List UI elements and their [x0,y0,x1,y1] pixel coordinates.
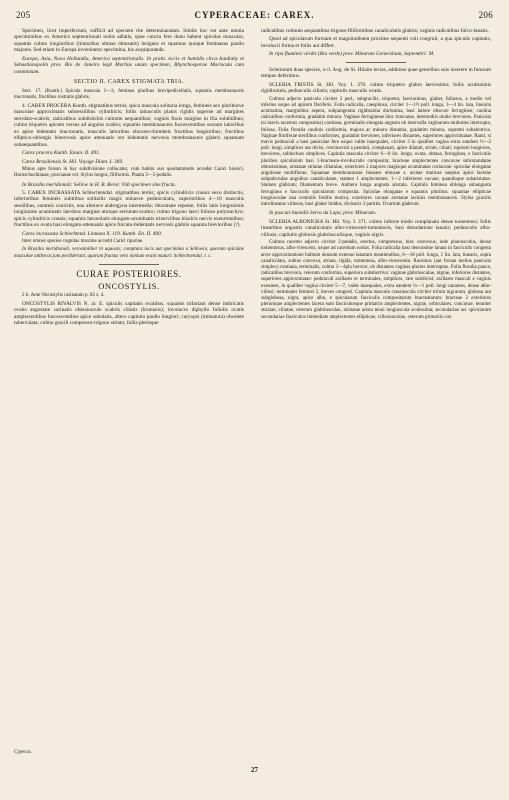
species-description: SCLERIA TRISTIS St. Hil. Voy. I. 370. culmo triquetro glabro laevissimo; foliis acutissimis rigidissimis, pedunculis ciliatis; capitulis masculis ovatis. [261,81,491,95]
paragraph-locality: In Brasilia meridionali: Sellow in H. B. Berol. Vidi specimen sine fructu. [22,181,177,188]
paragraph-locality: In pascuis humidis Serra da Lapa, prov. Minarum. [269,210,377,217]
paragraph: Quod ad spicularum formam et magnitudinem proxime sequenti coli congruit, a qua spiculis capitatis, involucri forma et foliis aut differt. [261,36,491,49]
species-description: 5. CAREX INCRASSATA Schlechtendal. stigmatibus ternis; spicis cylindricis crassis sexu distinctis, inferioribus femineis subtribus solitariis magis minusve pedunculatis, superioribus 4—10 masculis sessilibus, summis conicitis, una alterave androgyna intermedia; rhizomate repente; foliis latis longissimis longissime acuminatis laevibus margine utroque serrulato-scabro; culmo trigono laevi folioso polystachyo; spicis cylindricis crassis; squamis lanceolatis elongato-acuminatis trinerviibus bisulcis nervis exeurrentibus; fructibus ex ovata basi elongato-attenuatis apice furcato-bidentatis nervosis glabris squama brevioribus (?). [14,189,244,229]
right-column [261,28,491,323]
page [14,10,495,792]
paragraph-locality: Europa, Asia, Nova Hollandia, America septentrionalis. In pratis siccis et humidis circa-Jundiahy et Sebastianopolin prov. Rio de Janeiro legit Martius unum specimen, Rhynchosporae Mariscula cum commixtum. [14,55,244,75]
paragraph: Culmus adjecto panicula circiter 2 ped., subgracilis, triquetor, laevissimus, glaber, foliosus, a medio vel inferius usque ad apicem floriferis. Folia radicalia, caespitosa, circiter 1—1½ poll. longa, 3—4 lin. lata, linearia acutissima, marginibus aspera, subpungentia rigidissima durissima, basi latiore obscure ferrugineo; caulina radicalibus conformia, gradatim minora. Vaginae ferrugineae hinc truncatae, internodiis multo breviores. Panicula (si mavis racemus compositus) contiana, germinalis elongata angusta ob intervalla vaginarum multoties interrupta, foliosa. Folia floralia caulinis conformia, majora ac minora distantia, gradatim minora, supremi subabortiva. Vaginae floriferae sterilibus conformes, gradatim breviores, inferiores distantes, superiores approximatae. Rami, si mavis pedunculi a basi paniculae fere usque valde inaequales, circiter 3 in qualibet vagina extra eandem ½—2 poll. longi, simplices aut divisi, crectiuscoli a penduli, complanati, apice dilatati, striati, ciliati; supremi longiores, breviores, subincluso simplices. Capitula mascula circiter 6—8 lin. longa, ovata, obtusa, ferruginea, e fasciculis pluribus spicularum basi 1-bracteato-involucratis composita; bracteae amplectentes concavae subrotundatae obtusissimae, aristatae striatae ciliatulae, exteriores 2 majores magisque acuminatae coriaceae: spiculae elongatae angulosae multiflorae. Squamae membranaceae lineares obtusae s. acutae muticae saepius apice lacerae subpubcrulae anguibus canaliculatae, stamen 1 amplectentes; 1—2 inferiores vacuae, quandoque subaristatae. Stamen glabrum; filamentum breve. Anthera longa angusta aristata. Capitula feminea oblonga subangusta ferruginea e fasciculis spicularum composita. Spiculae elongatae e squamis pluribus. squamae ellipticae longiusculae una centralis fertilis mutica, exteriores vacuae aristatae laciniis membranaceis. Stylus gracilis introlineatus villosus, basi glaber biddus, divisuris 3 partitis. Ovarium glabrum. [261,96,491,208]
synonym: Carex incrassata Schlechtend. Linnaea X. 119. Kunth. En. II. 490. [22,230,163,237]
genus-heading: ONCOSTYLIS. [98,281,160,292]
page-header [14,10,495,24]
species-description: SCLERIA ALBONIGRA St. Hil. Voy. I. 371. culmo inferne modo complanato dense tomentoso; foliis linearibus angustis canaliculatis albo-virescenti-tomentosis, basi denudatione lanatis; pedunculis albo-villosis; capitulis globosis glabriusculisque, vaginis nigris. [261,218,491,238]
synonym: Carex procera Kunth. Enum. II. 491. [22,150,101,157]
page-number-right: 206 [478,10,493,20]
paragraph: Scleriarum duas species, a cl. Aug. de St. Hilaire lectas, addimus quae generibus suis inserere in futurum tempus deferimus. [261,66,491,80]
footer-signature: Cyperac. [14,750,33,755]
divider [346,62,406,63]
species-description: ONCOSTYLIS RIVALVIS N. ar. E. spiculis capitatis ovalibus, squamis trifariam dense imbricatis ovatis angustate carinatis obtusiuscule scabris ciliatis (brunneis); involucro diphyllo foliolis ovatis amplectentibus fuscescentibus apice subulatis, altero capitulo paullo longiori; caryopsi (immatura) obsolete tuberculata; culmo gracili compresso-trigono striato; foliis plerisque [14,300,244,327]
page-number-left: 205 [16,10,31,20]
paragraph-locality: In Brasilia meridionali, verosimiliter in aquosis; comptura locis aut specimina a Sellowio, quorum spiculae masculae antheras jam perdiderant, quarum fructus vero nimium erant maturi: Schlechtendal. l. c. [14,247,244,259]
section-heading-curae: CURAE POSTERIORES. [76,268,182,279]
synonym: Carex Brasiliensis St. Hil. Voyage Diam. I. 369. [22,158,124,165]
paragraph: Specimen, licet imperfectum, sufficit ad speciem rite determinandam. Simile hoc est ante omnia speciminibus ex America septentrionali nobis adlatis, quae cuncta fere donu habent spiculas masculas, squamis culmo longioribus (linearibus obtuse obtusatis) insignes et squamas quoque feminaeas paullo majores. Sed etiam in Europa inveniuntur specimina, his acquiparanda. [14,28,244,54]
left-column [14,28,244,329]
divider [99,264,159,265]
species-description: 4. CAREX PROCERA Kunth. stigmatibus ternis; spica mascula solitaria longa, femineis sex pluribusve masculae approximatis subsessilibus cylindricis; foliis latiusculis planis rigidis superne ad margines serrulato-scabris; radicalibus subdistichis culmum aequantibus; vaginis fissis margine in fila solubilibus; culmo triquetro apicem versus ad angulos scabro; squamis membranaceis fuscescentibus sursum latioribus ex apice bidentato mucronatis, masculis latioribus obovato-rhombeis fructibus longioribus; fructibus elliptico-oblongis binervosis apice attenuatis ore bidentatis nervosis membranaceis glabris squamam subaequantibus. [14,103,244,148]
footer-page-number: 27 [251,766,258,774]
paragraph: Sect. 17. (Kunth.) Spicula mascula 1—3, feminea pluribus brevipedicellatis, squamis membranaceis mucronatis, fructibus rostratis glabris. [14,88,244,100]
section-heading: SECTIO II. CAREX STIGMATA TRIA. [73,79,185,86]
paragraph-locality: In ripa fluminis viridis (Rio verde) prov. Minarum Generalium, Septembri: M. [269,51,435,58]
paragraph: 2 b. Ante Oncostylis carinatam p. 82 s. 4. [22,292,105,298]
paragraph: Minus apte forsan in hac subdivisione collocatur, cum habitu suo quodammodo accedat Carici hisurci, Hornschuchianae, pruvianae cet. Stylus longus, filiformis. Planta 3—5-pedalis. [14,167,244,179]
paragraph: Culmus racemo adjecto circiter 2-pedalis, erectus, compressus, hinc convexus, inde planiusculus, dense tomentosus, albo-virescens, usque ad racemum nodus. Folia radicalia basi densissime lanata in fasciculis congesta arcte approximatione bulbum densum extenue lanatum mentientibus, 6—18 poll. longa, 1 lin. lata, linearis, supra canaliculata, subtus convexa, striata, rigida, tomentosa, albo-virescentia. Racemus (aut forsan melius panicula simplex) contiana, terminalis, culmo 3—4plo brevior, ob distantes vaginas pluries interruptus. Folia floralia pauca, radicalibus breviora, ceterum conformia, superiora subabortiva; vaginae glabriusculae, nigrae, inferiores distantes, superiores approximatae: pedunculi axillares et terminales, simplices, rare subdivisi; axillares masculi e vaginis exeuntes, in qualibet vagina circiter 5—7, valde inaequales, extra eandem ¼—1 poll. longi nutantes, dense albo-villosi; terminales feminei 2, breves congesti. Capitula mascula crassiuscula circiter trilum nigrarum, globosa aut subglobosa, nigra, apice albo, e spicularum fasciculis compositarum bracteatarum: bracteae 2 exteriores plerumque amplectentes lacera sunt fasciculosque primariis amplectentes, nigrae, orbiculares, concavae, tenuiter striatae, ciliatae, ceterum glabriusculae, aristatae arista tenui longiuscula scutissima; secundariae sec spicularum secundariae fasciculos immediate amplectentes ellipticae, villosiusculae, ceterum primariis con [261,240,491,320]
paragraph: Inter omnes species cognitas maxime accedit Carici ripariae. [22,239,144,245]
running-title: CYPERACEAE: CAREX. [194,10,315,20]
paragraph: radicalibus culmum aequantibus trigono-filiformibus canaliculatis glabris; vaginis radicalibus fulvo-lanatis. [261,28,489,34]
